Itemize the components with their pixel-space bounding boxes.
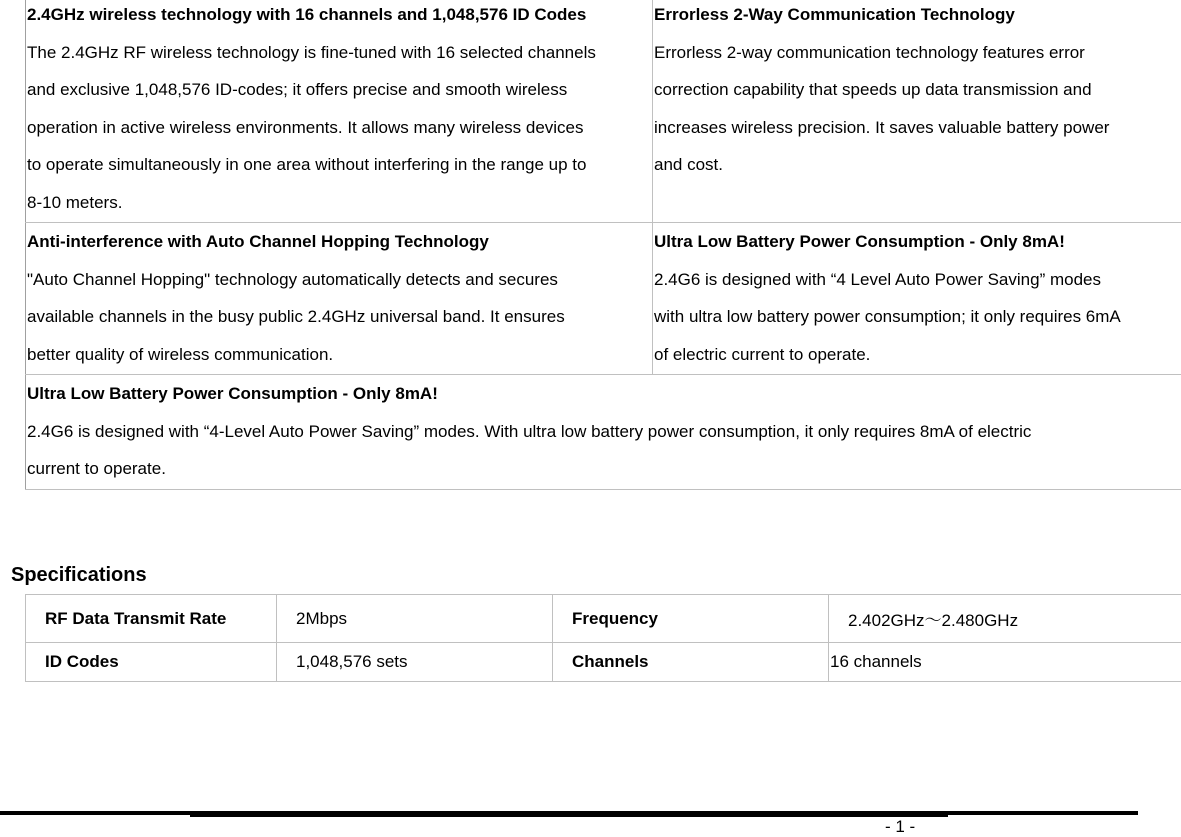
feature-text-line: 2.4G6 is designed with “4-Level Auto Power Saving” modes. With ultra low battery power consumption, it only requires 8mA of electric	[27, 413, 1181, 451]
spec-label: Frequency	[553, 595, 829, 643]
feature-title: Ultra Low Battery Power Consumption - Only 8mA!	[654, 223, 1181, 261]
footer-rule-thin	[190, 815, 948, 817]
feature-text-line: correction capability that speeds up data transmission and	[654, 71, 1181, 109]
spec-value: 1,048,576 sets	[277, 643, 553, 682]
features-row	[26, 375, 1181, 490]
feature-cell-anti-interference	[26, 223, 653, 375]
feature-title: Errorless 2-Way Communication Technology	[654, 0, 1181, 34]
feature-cell-errorless-communication	[653, 0, 1181, 223]
feature-text-line: and exclusive 1,048,576 ID-codes; it offers precise and smooth wireless	[27, 71, 652, 109]
features-table	[25, 0, 1181, 490]
page-number: - 1 -	[885, 817, 915, 837]
specifications-heading: Specifications	[11, 564, 147, 587]
specifications-table	[25, 594, 1181, 682]
feature-text-line: operation in active wireless environments. It allows many wireless devices	[27, 109, 652, 147]
features-row	[26, 223, 1181, 375]
feature-text-line: current to operate.	[27, 450, 1181, 488]
feature-title: 2.4GHz wireless technology with 16 channels and 1,048,576 ID Codes	[27, 0, 652, 34]
feature-text-line: increases wireless precision. It saves valuable battery power	[654, 109, 1181, 147]
spec-value: 2Mbps	[277, 595, 553, 643]
feature-text-line: 2.4G6 is designed with “4 Level Auto Power Saving” modes	[654, 261, 1181, 299]
features-row	[26, 0, 1181, 223]
feature-cell-low-power	[653, 223, 1181, 375]
feature-title: Ultra Low Battery Power Consumption - Only 8mA!	[27, 375, 1181, 413]
feature-text-line: Errorless 2-way communication technology features error	[654, 34, 1181, 72]
feature-text-line: and cost.	[654, 146, 1181, 184]
spec-value: 16 channels	[829, 643, 1181, 682]
feature-cell-wireless-technology	[26, 0, 653, 223]
feature-text-line: "Auto Channel Hopping" technology automatically detects and secures	[27, 261, 652, 299]
feature-title: Anti-interference with Auto Channel Hopping Technology	[27, 223, 652, 261]
spec-value: 2.402GHz～2.480GHz	[829, 595, 1181, 643]
feature-text-line: 8-10 meters.	[27, 184, 652, 222]
spec-label: ID Codes	[26, 643, 277, 682]
feature-cell-low-power-wide	[26, 375, 1181, 490]
spec-label: Channels	[553, 643, 829, 682]
spec-label: RF Data Transmit Rate	[26, 595, 277, 643]
feature-text-line: better quality of wireless communication.	[27, 336, 652, 374]
feature-text-line: The 2.4GHz RF wireless technology is fine-tuned with 16 selected channels	[27, 34, 652, 72]
feature-text-line: available channels in the busy public 2.4GHz universal band. It ensures	[27, 298, 652, 336]
spec-row	[26, 643, 1181, 682]
feature-text-line: with ultra low battery power consumption; it only requires 6mA	[654, 298, 1181, 336]
feature-text-line: of electric current to operate.	[654, 336, 1181, 374]
spec-row	[26, 595, 1181, 643]
feature-text-line: to operate simultaneously in one area without interfering in the range up to	[27, 146, 652, 184]
